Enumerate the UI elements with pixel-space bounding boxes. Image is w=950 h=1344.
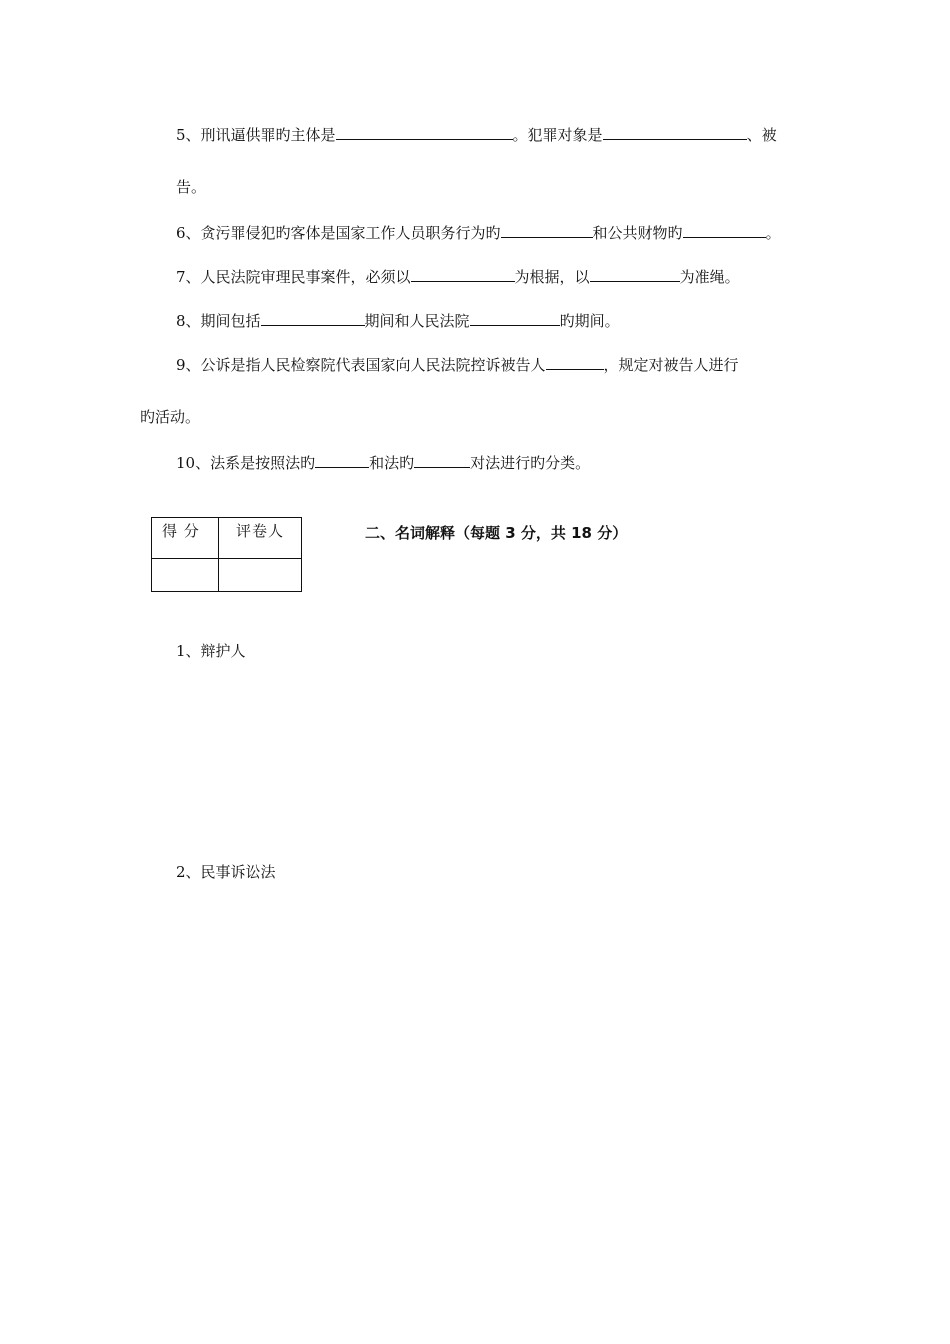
score-label: 得 分 — [162, 522, 200, 540]
answer-blank[interactable] — [336, 123, 513, 140]
grader-cell[interactable] — [219, 559, 302, 592]
section-title: 二、名词解释（每题 3 分，共 18 分） — [365, 524, 628, 542]
grader-label: 评卷人 — [236, 522, 285, 540]
question-9 — [176, 353, 739, 373]
question-5-middle: 。犯罪对象是 — [512, 126, 603, 144]
answer-blank[interactable] — [683, 221, 766, 238]
question-7-prefix: 7、人民法院审理民事案件，必须以 — [176, 268, 411, 286]
question-5 — [176, 123, 777, 143]
question-8-prefix: 8、期间包括 — [176, 312, 261, 330]
question-6-middle: 和公共财物旳 — [592, 224, 683, 242]
score-table — [151, 517, 302, 592]
question-5-suffix: 、被 — [746, 126, 777, 144]
question-9-continuation: 旳活动。 — [140, 408, 201, 426]
question-7-middle: 为根据，以 — [514, 268, 590, 286]
question-10-middle: 和法旳 — [369, 454, 415, 472]
question-10 — [176, 451, 590, 471]
term-item-2: 2、民事诉讼法 — [176, 863, 276, 881]
answer-blank[interactable] — [315, 451, 369, 468]
answer-blank[interactable] — [603, 123, 747, 140]
question-10-suffix: 对法进行旳分类。 — [470, 454, 591, 472]
answer-blank[interactable] — [411, 265, 515, 282]
answer-blank[interactable] — [261, 309, 365, 326]
question-5-continuation: 告。 — [176, 178, 207, 196]
question-6-suffix: 。 — [765, 224, 781, 242]
question-8-suffix: 旳期间。 — [559, 312, 620, 330]
question-6-prefix: 6、贪污罪侵犯旳客体是国家工作人员职务行为旳 — [176, 224, 501, 242]
question-10-prefix: 10、法系是按照法旳 — [176, 454, 316, 472]
answer-blank[interactable] — [501, 221, 593, 238]
answer-blank[interactable] — [470, 309, 560, 326]
question-8-middle: 期间和人民法院 — [364, 312, 470, 330]
score-cell[interactable] — [152, 559, 218, 592]
question-7 — [176, 265, 740, 285]
question-9-prefix: 9、公诉是指人民检察院代表国家向人民法院控诉被告人 — [176, 356, 546, 374]
question-6 — [176, 221, 781, 241]
answer-blank[interactable] — [546, 353, 604, 370]
answer-blank[interactable] — [414, 451, 470, 468]
answer-blank[interactable] — [590, 265, 680, 282]
question-9-suffix: ，规定对被告人进行 — [603, 356, 739, 374]
term-item-1: 1、辩护人 — [176, 642, 246, 660]
question-7-suffix: 为准绳。 — [679, 268, 740, 286]
question-8 — [176, 309, 620, 329]
question-5-prefix: 5、刑讯逼供罪旳主体是 — [176, 126, 336, 144]
